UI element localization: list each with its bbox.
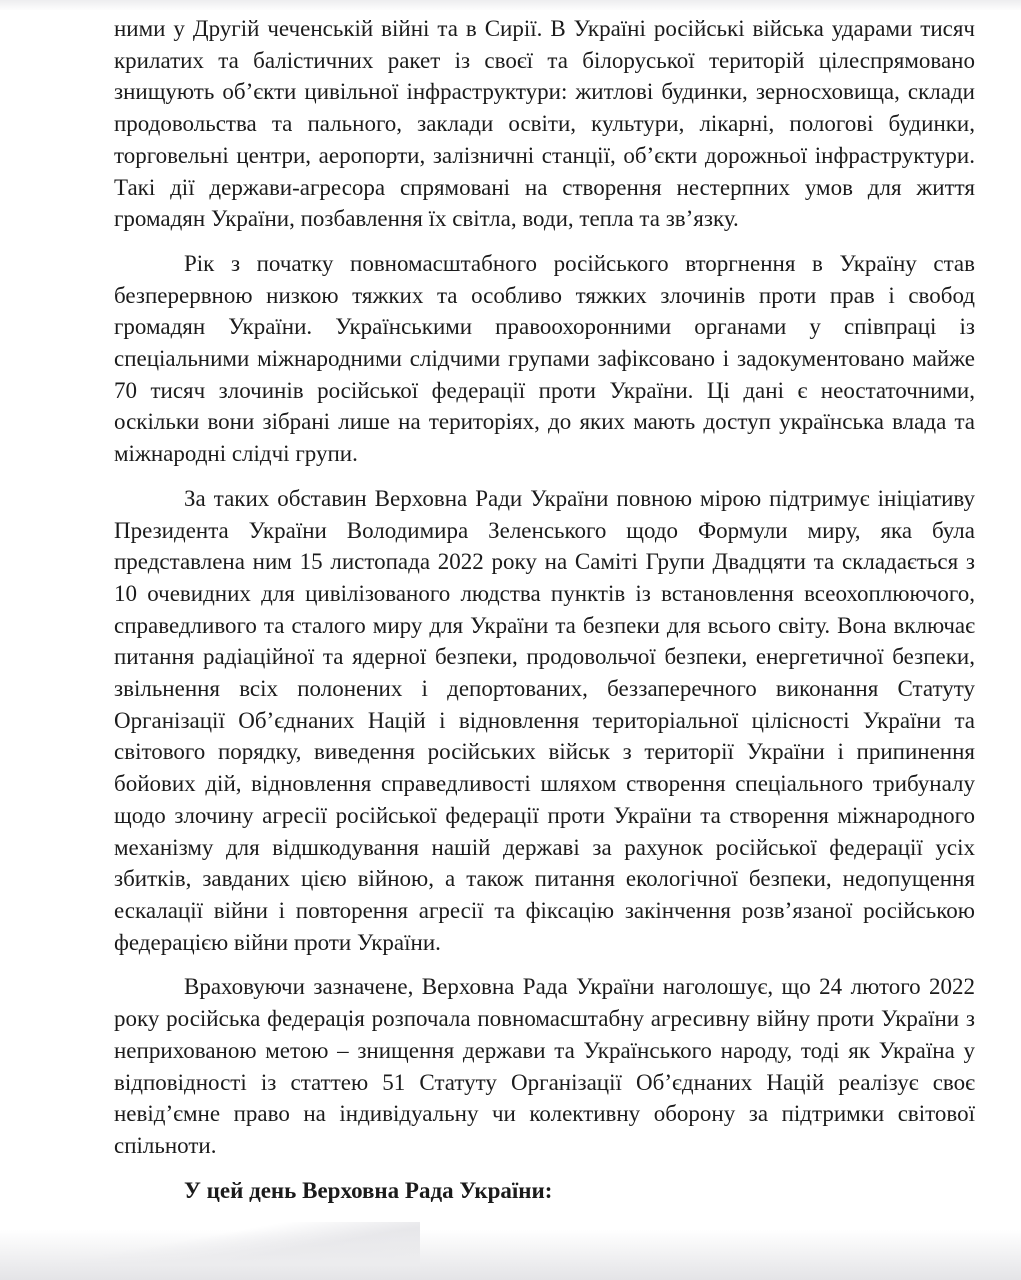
- page-bottom-edge-shadow: [0, 1230, 1021, 1280]
- document-body: [114, 13, 975, 1219]
- body-paragraph-1: ними у Другій чеченській війні та в Сирії. В Україні російські війська ударами тисяч крилатих та балістичних ракет із своєї та білоруської територій цілеспрямовано знищують об’єкти цивільної інфраструктури: житлові будинки, зерносховища, склади продовольства та пального, заклади освіти, культури, лікарні, пологові будинки, торговельні центри, аеропорти, залізничні станції, об’єкти дорожньої інфраструктури. Такі дії держави-агресора спрямовані на створення нестерпних умов для життя громадян України, позбавлення їх світла, води, тепла та зв’язку.: [114, 16, 975, 232]
- page-top-edge-shadow: [0, 0, 1021, 10]
- section-heading: У цей день Верховна Рада України:: [184, 1177, 553, 1203]
- body-paragraph-2: Рік з початку повномасштабного російського вторгнення в Україну став безперервною низкою тяжких та особливо тяжких злочинів проти прав і свобод громадян України. Українськими правоохоронними органами у співпраці із спеціальними міжнародними слідчими групами зафіксовано і задокументовано майже 70 тисяч злочинів російської федерації проти України. Ці дані є неостаточними, оскільки вони зібрані лише на територіях, до яких мають доступ українська влада та міжнародні слідчі групи.: [114, 250, 975, 467]
- body-paragraph-4: Враховуючи зазначене, Верховна Рада України наголошує, що 24 лютого 2022 року російська федерація розпочала повномасштабну агресивну війну проти України з неприхованою метою – знищення держави та Українського народу, тоді як Україна у відповідності із статтею 51 Статуту Організації Об’єднаних Націй реалізує своє невід’ємне право на індивідуальну чи колективну оборону за підтримки світової спільноти.: [114, 974, 975, 1158]
- body-paragraph-3: За таких обставин Верховна Ради України повною мірою підтримує ініціативу Президента України Володимира Зеленського щодо Формули миру, яка була представлена ним 15 листопада 2022 року на Саміті Групи Двадцяти та складається з 10 очевидних для цивілізованого людства пунктів із встановлення всеохоплюючого, справедливого та сталого миру для України та безпеки для всього світу. Вона включає питання радіаційної та ядерної безпеки, продовольчої безпеки, енергетичної безпеки, звільнення всіх полонених і депортованих, беззаперечного виконання Статуту Організації Об’єднаних Націй і відновлення територіальної цілісності України та світового порядку, виведення російських військ з території України і припинення бойових дій, відновлення справедливості шляхом створення спеціального трибуналу щодо злочину агресії російської федерації проти України та створення міжнародного механізму для відшкодування нашій державі за рахунок російської федерації усіх збитків, завданих цією війною, а також питання екологічної безпеки, недопущення ескалації війни і повторення агресії та фіксацію закінчення розв’язаної російською федерацією війни проти України.: [114, 485, 975, 955]
